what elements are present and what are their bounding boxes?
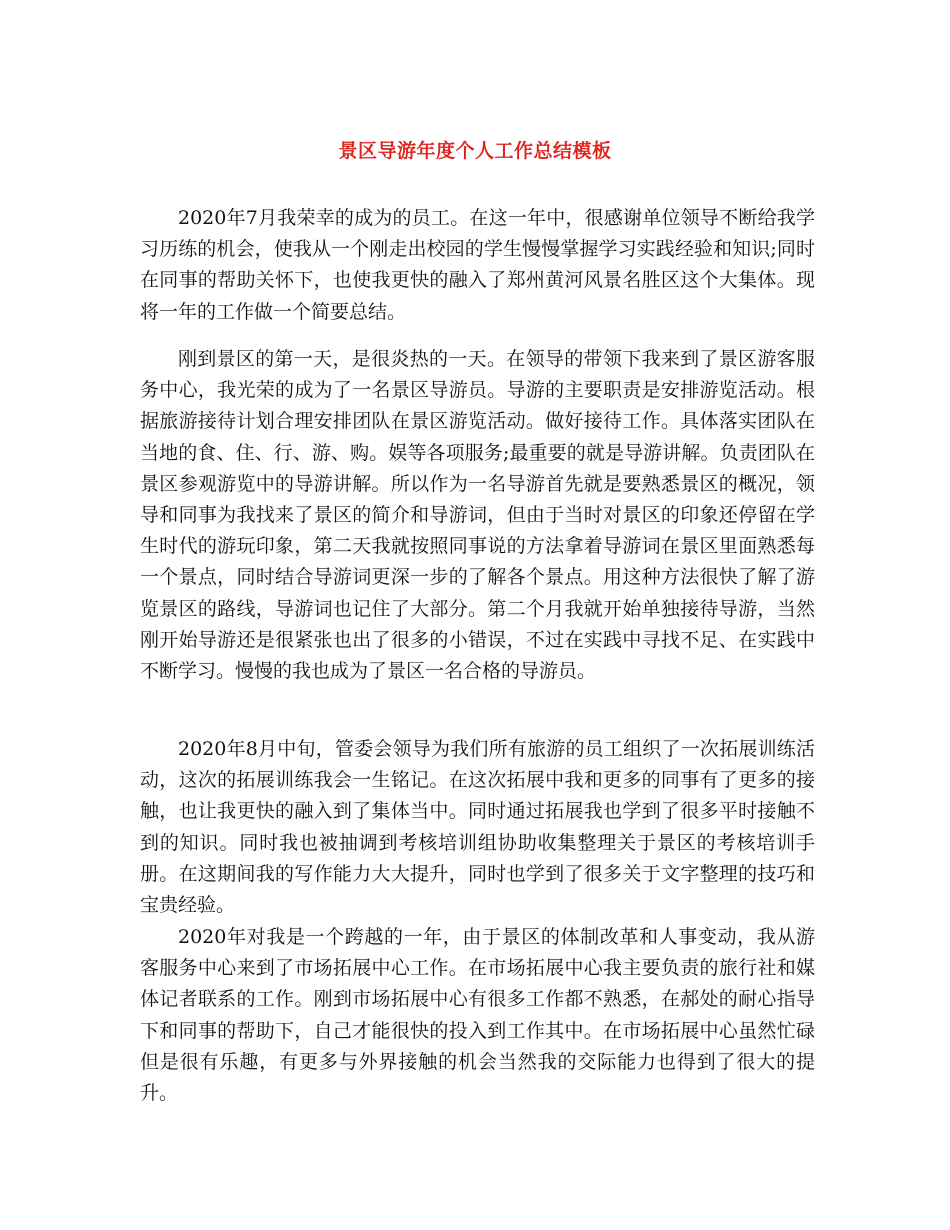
paragraph-3: 2020年8月中旬，管委会领导为我们所有旅游的员工组织了一次拓展训练活动，这次的拓展训练我会一生铭记。在这次拓展中我和更多的同事有了更多的接触，也让我更快的融入到了集体当中。同时通过拓展我也学到了很多平时接触不到的知识。同时我也被抽调到考核培训组协助收集整理关于景区的考核培训手册。在这期间我的写作能力大大提升，同时也学到了很多关于文字整理的技巧和宝贵经验。 xyxy=(140,738,815,917)
paragraph-4: 2020年对我是一个跨越的一年，由于景区的体制改革和人事变动，我从游客服务中心来到了市场拓展中心工作。在市场拓展中心我主要负责的旅行社和媒体记者联系的工作。刚到市场拓展中心有很多工作都不熟悉，在郝处的耐心指导下和同事的帮助下，自己才能很快的投入到工作其中。在市场拓展中心虽然忙碌但是很有乐趣，有更多与外界接触的机会当然我的交际能力也得到了很大的提升。 xyxy=(140,926,815,1105)
paragraph-2: 刚到景区的第一天，是很炎热的一天。在领导的带领下我来到了景区游客服务中心，我光荣的成为了一名景区导游员。导游的主要职责是安排游览活动。根据旅游接待计划合理安排团队在景区游览活动。做好接待工作。具体落实团队在当地的食、住、行、游、购。娱等各项服务;最重要的就是导游讲解。负责团队在景区参观游览中的导游讲解。所以作为一名导游首先就是要熟悉景区的概况，领导和同事为我找来了景区的简介和导游词，但由于当时对景区的印象还停留在学生时代的游玩印象，第二天我就按照同事说的方法拿着导游词在景区里面熟悉每一个景点，同时结合导游词更深一步的了解各个景点。用这种方法很快了解了游览景区的路线，导游词也记住了大部分。第二个月我就开始单独接待导游，当然刚开始导游还是很紧张也出了很多的小错误，不过在实践中寻找不足、在实践中不断学习。慢慢的我也成为了景区一名合格的导游员。 xyxy=(140,348,815,683)
document-title: 景区导游年度个人工作总结模板 xyxy=(338,140,612,162)
paragraph-1: 2020年7月我荣幸的成为的员工。在这一年中，很感谢单位领导不断给我学习历练的机会，使我从一个刚走出校园的学生慢慢掌握学习实践经验和知识;同时在同事的帮助关怀下，也使我更快的融入了郑州黄河风景名胜区这个大集体。现将一年的工作做一个简要总结。 xyxy=(140,207,815,323)
